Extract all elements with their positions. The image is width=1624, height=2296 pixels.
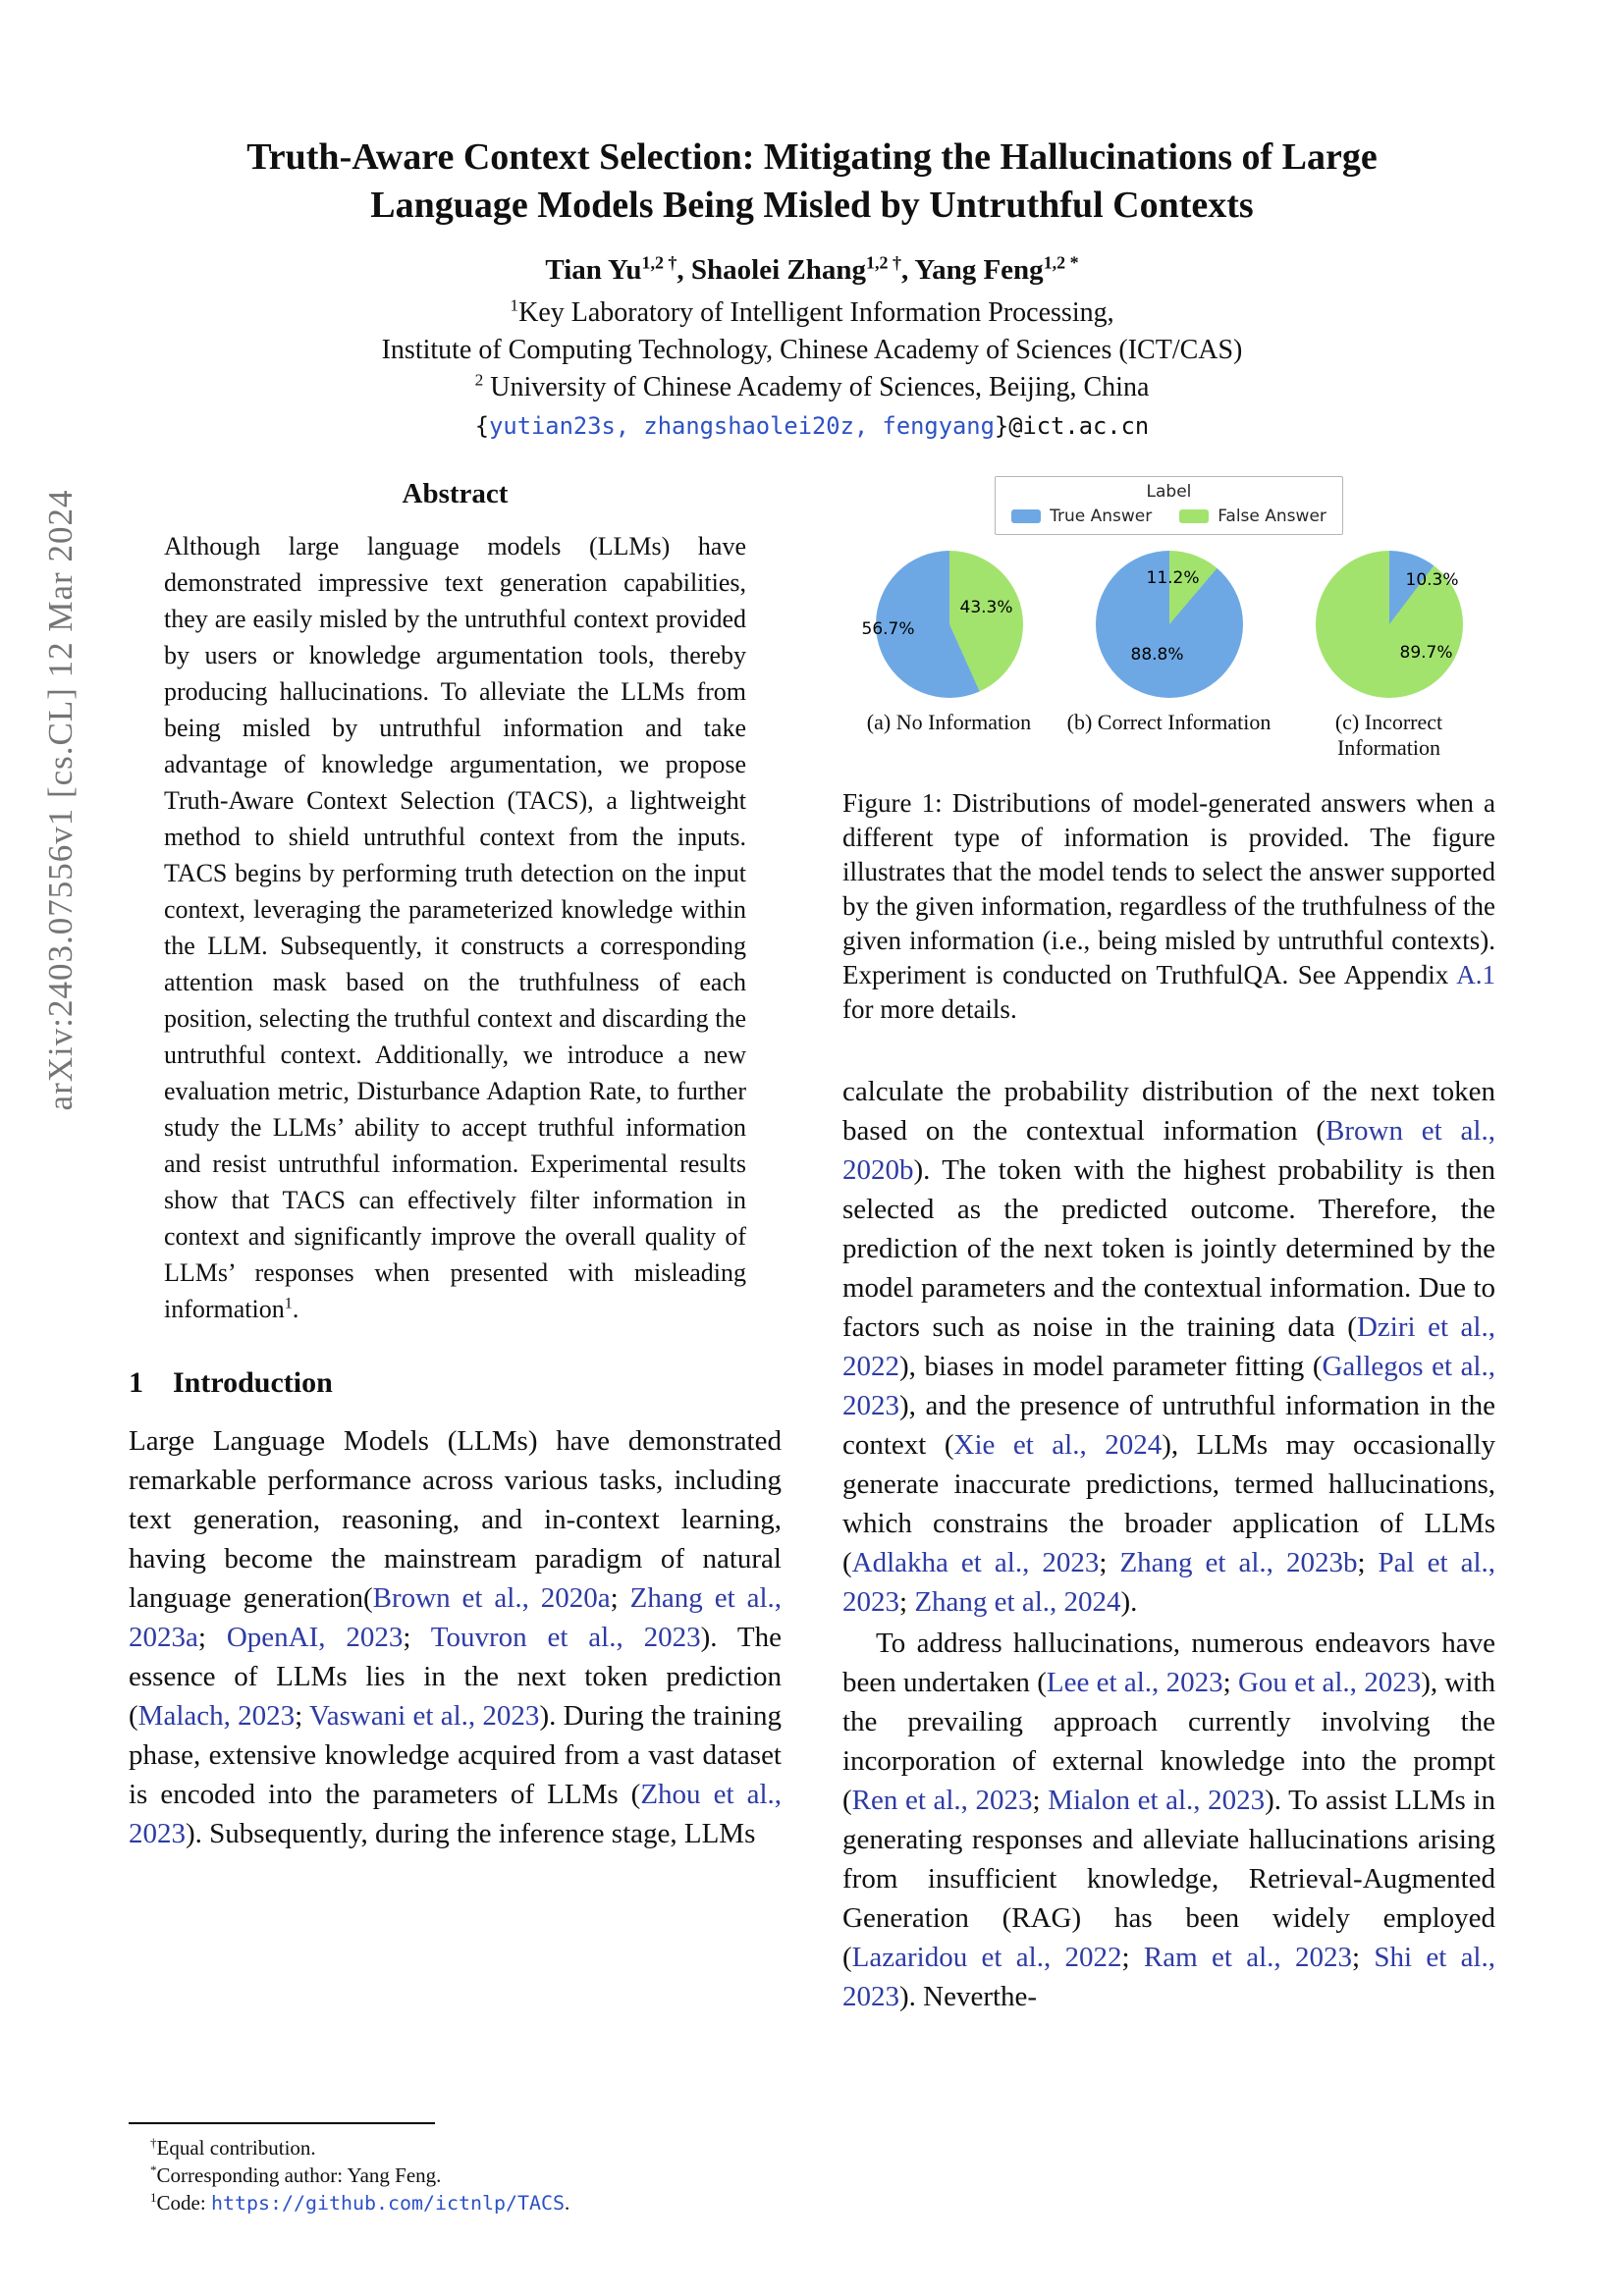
citation-link[interactable]: Zhou et al., 2023 xyxy=(129,1779,783,1850)
text-segment: ; xyxy=(1121,1942,1144,1974)
text-segment: Although large language models (LLMs) have demonstrated impressive text generation capabilities, they are easily misled by the untruthful context provided by users or knowledge argumentation tools, thereby producing hallucinations. To alleviate the LLMs from being misled by untruthful information and take advantage of knowledge argumentation, we propose Truth-Aware Context Selection (TACS), a lightweight method to shield untruthful context from the inputs. TACS begins by performing truth detection on the input context, leveraging the parameterized knowledge within the LLM. Subsequently, it constructs a corresponding attention mask based on the truthfulness of each position, selecting the truthful context and discarding the untruthful context. Additionally, we introduce a new evaluation metric, Disturbance Adaption Rate, to further study the LLMs’ ability to accept truthful information and resist untruthful information. Experimental results show that TACS can effectively filter information in context and significantly improve the overall quality of LLMs’ responses when presented with misleading information xyxy=(164,532,746,1324)
text-segment: 1,2 † xyxy=(641,252,677,273)
text-segment: ). Neverthe- xyxy=(899,1981,1038,2013)
citation-link[interactable]: Lee et al., 2023 xyxy=(1046,1667,1223,1699)
pie-percentage-label-true: 56.7% xyxy=(861,619,915,640)
text-segment: 1 xyxy=(150,2190,157,2206)
text-segment: ). The essence of LLMs lies in the next token prediction ( xyxy=(129,1622,782,1733)
footnote-equal-contribution xyxy=(129,2134,782,2162)
text-segment: { xyxy=(474,412,490,441)
pie-percentage-label-true: 88.8% xyxy=(1130,645,1184,666)
intro-paragraph xyxy=(129,1421,782,1853)
text-segment: † xyxy=(150,2135,157,2151)
text-segment: To address hallucinations, numerous endeavors have been undertaken ( xyxy=(842,1628,1495,1699)
pie-percentage-label-false: 11.2% xyxy=(1146,568,1200,589)
affiliation-line-3 xyxy=(0,369,1624,406)
pie-chart-row xyxy=(842,551,1495,761)
text-segment xyxy=(868,412,882,440)
citation-link[interactable]: A.1 xyxy=(1456,960,1495,990)
citation-link[interactable]: Pal et al., 2023 xyxy=(842,1547,1496,1619)
text-segment: Institute of Computing Technology, Chinese Academy of Sciences (ICT/CAS) xyxy=(381,335,1243,366)
text-segment: ). During the training phase, extensive knowledge acquired from a vast dataset is encoded into the parameters of LLMs ( xyxy=(129,1700,782,1811)
legend-label: True Answer xyxy=(1050,507,1153,527)
text-segment: Code: xyxy=(156,2191,211,2216)
text-segment: ), and the presence of untruthful information in the context ( xyxy=(842,1390,1495,1462)
text-segment: ; xyxy=(1222,1667,1238,1699)
text-segment: ; xyxy=(295,1700,309,1733)
figure-subcaption-c: (c) Incorrect Information xyxy=(1334,710,1443,761)
pie-wrap xyxy=(1316,551,1463,698)
pie-wrap xyxy=(861,551,1023,698)
text-segment: 2 xyxy=(474,370,484,390)
text-segment: 1,2 * xyxy=(1043,252,1079,273)
hyperlink[interactable]: yutian23s, xyxy=(489,412,630,441)
citation-link[interactable]: Touvron et al., 2023 xyxy=(430,1622,701,1654)
citation-link[interactable]: Dziri et al., 2022 xyxy=(842,1311,1495,1383)
citation-link[interactable]: OpenAI, 2023 xyxy=(226,1622,404,1654)
text-segment: ; xyxy=(1351,1942,1375,1974)
text-segment: University of Chinese Academy of Sciences, Beijing, China xyxy=(483,372,1150,403)
legend-entry-true-answer xyxy=(1011,507,1152,526)
text-segment: }@ict.ac.cn xyxy=(994,412,1150,441)
footnote-corresponding-author xyxy=(129,2162,782,2189)
figure-1 xyxy=(842,476,1495,1027)
pie-percentage-label-true: 10.3% xyxy=(1405,570,1459,591)
citation-link[interactable]: Gallegos et al., 2023 xyxy=(842,1351,1495,1422)
right-column xyxy=(842,474,1495,2216)
hyperlink[interactable]: zhangshaolei20z, xyxy=(643,412,869,441)
body-paragraph-continuation xyxy=(842,1072,1495,1622)
text-segment: . xyxy=(292,1295,299,1324)
text-segment: calculate the probability distribution of the next token based on the contextual information ( xyxy=(842,1076,1495,1148)
citation-link[interactable]: Gou et al., 2023 xyxy=(1237,1667,1422,1699)
text-segment: ; xyxy=(899,1586,915,1619)
affiliation-line-1 xyxy=(0,294,1624,332)
text-segment: , Yang Feng xyxy=(900,254,1044,287)
citation-link[interactable]: Lazaridou et al., 2022 xyxy=(851,1942,1122,1974)
affiliation-line-2 xyxy=(0,332,1624,369)
text-segment xyxy=(629,412,643,440)
text-segment: * xyxy=(150,2163,157,2178)
text-segment: ; xyxy=(197,1622,227,1654)
text-segment: ). To assist LLMs in generating responses and alleviate hallucinations arising from insufficient knowledge, Retrieval-Augmented Generation (RAG) has been widely employed ( xyxy=(842,1785,1495,1974)
right-column-body xyxy=(842,1072,1495,2016)
citation-link[interactable]: Ren et al., 2023 xyxy=(851,1785,1033,1817)
text-segment: ; xyxy=(403,1622,431,1654)
legend-label: False Answer xyxy=(1218,507,1326,527)
text-segment: Key Laboratory of Intelligent Information Processing, xyxy=(518,297,1114,329)
text-segment: Corresponding author: Yang Feng. xyxy=(156,2163,442,2188)
text-segment: ). The token with the highest probability is then selected as the predicted outcome. Therefore, the prediction of the next token is jointly determined by the model parameters and the contextual information. Due to factors such as noise in the training data ( xyxy=(842,1154,1495,1344)
text-segment: for more details. xyxy=(842,994,1017,1025)
text-segment: ), with the prevailing approach currently involving the incorporation of external knowledge into the prompt ( xyxy=(842,1667,1495,1817)
citation-link[interactable]: Zhang et al., 2023a xyxy=(129,1582,782,1654)
citation-link[interactable]: Ram et al., 2023 xyxy=(1143,1942,1352,1974)
citation-link[interactable]: Brown et al., 2020b xyxy=(842,1115,1495,1187)
text-segment: ; xyxy=(1357,1547,1379,1579)
section-number: 1 xyxy=(129,1366,143,1400)
pie-percentage-label-false: 89.7% xyxy=(1399,643,1453,664)
citation-link[interactable]: Adlakha et al., 2023 xyxy=(851,1547,1100,1579)
text-segment: ; xyxy=(610,1582,630,1615)
hyperlink[interactable]: https://github.com/ictnlp/TACS xyxy=(210,2191,566,2216)
legend-title: Label xyxy=(1146,482,1192,503)
figure-caption xyxy=(842,786,1495,1027)
authors-line xyxy=(0,254,1624,287)
text-segment: 1 xyxy=(284,1295,293,1312)
text-segment: ), LLMs may occasionally generate inaccurate predictions, termed hallucinations, which constrains the broader application of LLMs ( xyxy=(842,1429,1496,1579)
affiliations xyxy=(0,294,1624,441)
citation-link[interactable]: Malach, 2023 xyxy=(137,1700,296,1733)
footnote-rule xyxy=(129,2122,435,2124)
citation-link[interactable]: Zhang et al., 2024 xyxy=(914,1586,1121,1619)
email-line xyxy=(0,412,1624,441)
text-segment: , Shaolei Zhang xyxy=(677,254,866,287)
figure-subcaption-a: (a) No Information xyxy=(866,710,1032,735)
text-segment: Tian Yu xyxy=(545,254,642,287)
true-answer-swatch-icon xyxy=(1011,509,1041,523)
citation-link[interactable]: Zhang et al., 2023b xyxy=(1119,1547,1358,1579)
citation-link[interactable]: Brown et al., 2020a xyxy=(372,1582,611,1615)
citation-link[interactable]: Xie et al., 2024 xyxy=(953,1429,1163,1462)
citation-link[interactable]: Vaswani et al., 2023 xyxy=(308,1700,540,1733)
false-answer-swatch-icon xyxy=(1179,509,1209,523)
text-segment: 1,2 † xyxy=(866,252,901,273)
legend-entry-false-answer xyxy=(1179,507,1326,526)
footnote-block xyxy=(129,2122,782,2216)
text-segment: 1 xyxy=(510,295,519,315)
paper-title: Truth-Aware Context Selection: Mitigating the Hallucinations of Large Language Models Being Misled by Untruthful Contexts xyxy=(246,136,1378,226)
pie-wrap xyxy=(1096,551,1243,698)
abstract-heading: Abstract xyxy=(402,478,509,510)
text-segment: ). Subsequently, during the inference stage, LLMs xyxy=(186,1818,756,1850)
text-segment: ; xyxy=(1032,1785,1049,1817)
figure-legend xyxy=(995,476,1343,535)
pie-block-no-information xyxy=(846,551,1053,761)
footnote-code xyxy=(129,2189,782,2216)
hyperlink[interactable]: fengyang xyxy=(882,412,995,441)
citation-link[interactable]: Shi et al., 2023 xyxy=(842,1942,1495,2013)
text-segment: Large Language Models (LLMs) have demonstrated remarkable performance across various tasks, including text generation, reasoning, and in-context learning, having become the mainstream paradigm of natural language generation( xyxy=(129,1425,782,1615)
arxiv-watermark: arXiv:2403.07556v1 [cs.CL] 12 Mar 2024 xyxy=(41,489,80,1111)
section-heading-introduction xyxy=(129,1366,782,1400)
abstract-text xyxy=(164,528,746,1327)
left-column xyxy=(129,474,782,2216)
body-paragraph-address-hallucinations xyxy=(842,1624,1495,2016)
text-segment: Figure 1: Distributions of model-generated answers when a different type of information is provided. The figure illustrates that the model tends to select the answer supported by the given information, regardless of the truthfulness of the given information (i.e., being misled by untruthful contexts). Experiment is conducted on TruthfulQA. See Appendix xyxy=(842,788,1495,990)
section-title: Introduction xyxy=(173,1366,333,1400)
text-segment: ). xyxy=(1120,1586,1138,1619)
pie-block-correct-information xyxy=(1066,551,1272,761)
pie-block-incorrect-information xyxy=(1286,551,1492,761)
text-segment: ; xyxy=(1099,1547,1120,1579)
text-segment: . xyxy=(565,2191,570,2216)
figure-subcaption-b: (b) Correct Information xyxy=(1066,710,1272,735)
two-column-body xyxy=(129,474,1495,2216)
citation-link[interactable]: Mialon et al., 2023 xyxy=(1048,1785,1266,1817)
pie-percentage-label-false: 43.3% xyxy=(959,598,1013,618)
text-segment: ), biases in model parameter fitting ( xyxy=(899,1351,1323,1383)
paper-header xyxy=(0,0,1624,441)
legend-entries xyxy=(1011,507,1326,526)
text-segment: Equal contribution. xyxy=(156,2136,316,2161)
